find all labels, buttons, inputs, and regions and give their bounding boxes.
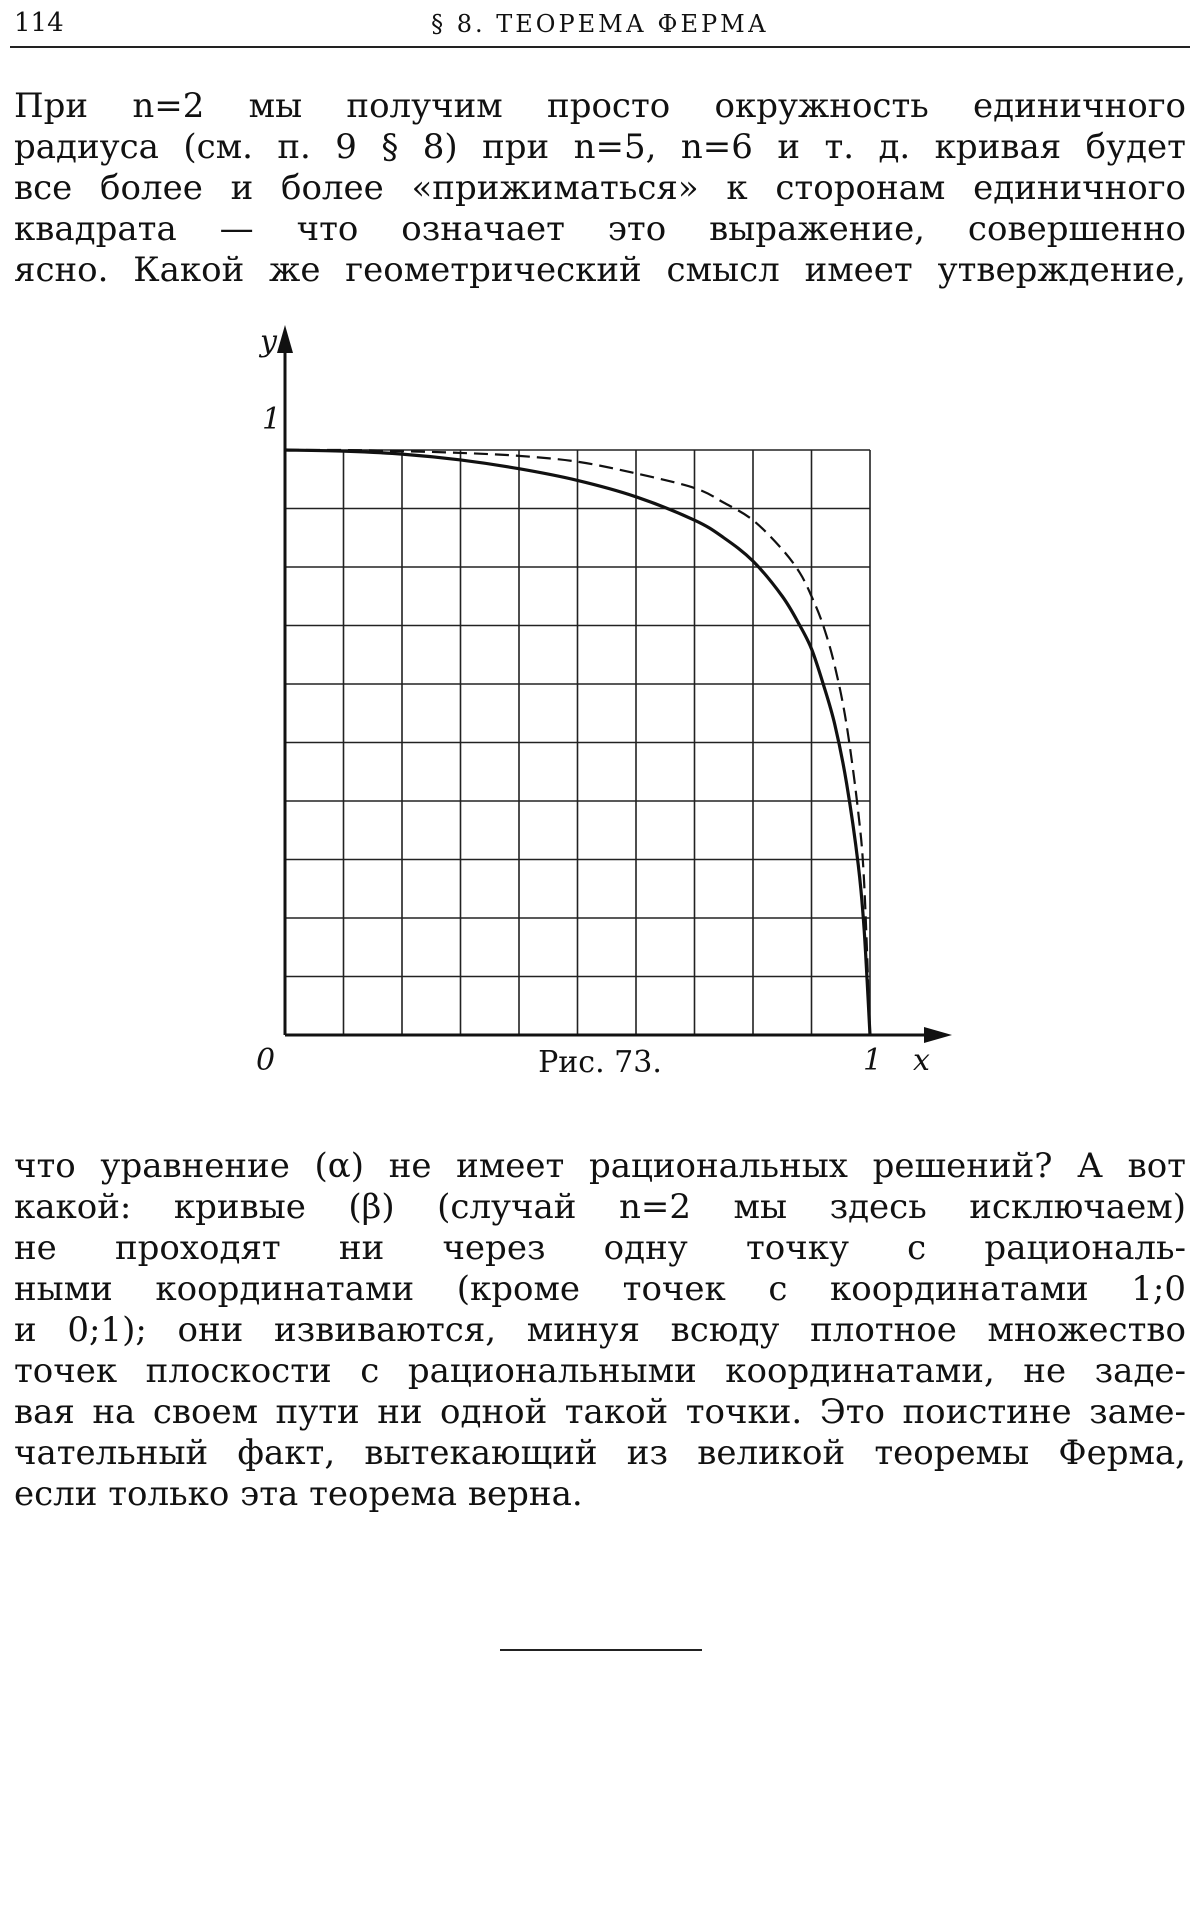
end-rule xyxy=(500,1649,702,1651)
y-axis-arrow xyxy=(277,325,293,353)
text-line: если только эта теорема верна. xyxy=(14,1474,583,1514)
text-line: что уравнение (α) не имеет рациональных решений? А вот xyxy=(14,1146,1186,1186)
paragraph-top xyxy=(14,86,1186,291)
running-head: § 8. ТЕОРЕМА ФЕРМА xyxy=(431,10,769,38)
x-tick-label-1: 1 xyxy=(863,1043,883,1078)
text-line: не проходят ни через одну точку с рациональ- xyxy=(14,1228,1186,1268)
figure-caption: Рис. 73. xyxy=(538,1045,662,1080)
page-header xyxy=(10,4,1190,48)
x-axis-label: x xyxy=(913,1043,930,1078)
text-line: чательный факт, вытекающий из великой теоремы Ферма, xyxy=(14,1433,1186,1473)
origin-label: 0 xyxy=(256,1043,276,1078)
text-line: все более и более «прижиматься» к сторонам единичного xyxy=(14,168,1186,208)
text-line: точек плоскости с рациональными координатами, не заде- xyxy=(14,1351,1186,1391)
text-line: При n=2 мы получим просто окружность единичного xyxy=(14,86,1186,126)
text-line: вая на своем пути ни одной такой точки. Это поистине заме- xyxy=(14,1392,1186,1432)
text-line: радиуса (см. п. 9 § 8) при n=5, n=6 и т. д. кривая будет xyxy=(14,127,1186,167)
paragraph-bottom xyxy=(14,1146,1186,1515)
x-axis-arrow xyxy=(924,1027,952,1043)
text-line: какой: кривые (β) (случай n=2 мы здесь исключаем) xyxy=(14,1187,1186,1227)
text-line: ными координатами (кроме точек с координатами 1;0 xyxy=(14,1269,1186,1309)
grid xyxy=(285,450,870,1035)
page-number: 114 xyxy=(14,8,64,38)
y-tick-label-1: 1 xyxy=(262,402,282,437)
text-line: и 0;1); они извиваются, минуя всюду плотное множество xyxy=(14,1310,1186,1350)
text-line: квадрата — что означает это выражение, совершенно xyxy=(14,209,1186,249)
text-line: ясно. Какой же геометрический смысл имеет утверждение, xyxy=(14,250,1186,290)
y-axis-label: y xyxy=(260,324,277,359)
